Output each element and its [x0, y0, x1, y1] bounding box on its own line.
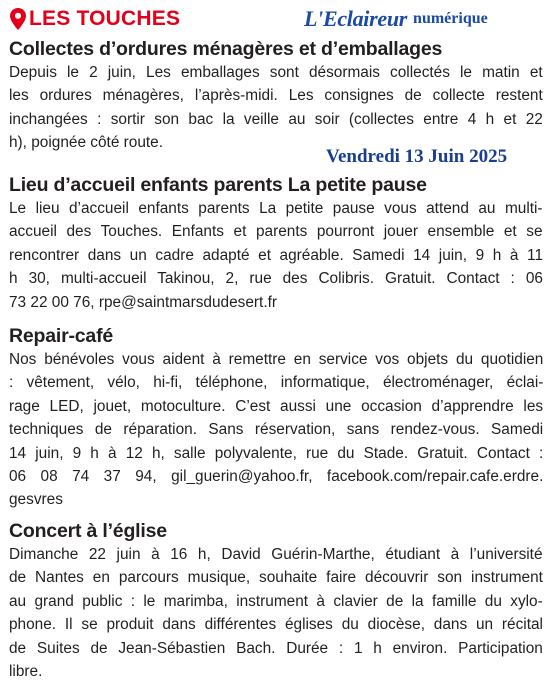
body-line: Nos bénévoles vous aident à remettre en service vos objets du quotidien	[9, 351, 543, 368]
article-repair-cafe	[9, 324, 543, 512]
body-line: Le lieu d’accueil enfants parents La petite pause vous attend au multi-	[9, 200, 543, 217]
article-body	[9, 348, 543, 512]
newspaper-logo	[304, 6, 488, 32]
article-body	[9, 61, 543, 155]
article-title: Concert à l’église	[9, 520, 167, 542]
body-line: Dimanche 22 juin à 16 h, David Guérin-Marthe, étudiant à l’université	[9, 546, 543, 563]
body-line: techniques de réparation. Sans réservation, sans rendez-vous. Samedi	[9, 421, 543, 439]
body-line: les ordures ménagères, l’après-midi. Les consignes de collecte restent	[9, 87, 543, 105]
article-body	[9, 197, 543, 314]
body-line: au grand public : le marimba, instrument à clavier de la famille du xylo-	[9, 592, 543, 610]
article-church-concert	[9, 519, 543, 683]
body-line: : vêtement, vélo, hi-fi, téléphone, informatique, électroménager, éclai-	[9, 374, 543, 392]
body-line: rage LED, jouet, motoculture. C’est aussi une occasion d’apprendre les	[9, 397, 543, 415]
location-pin-icon	[10, 8, 26, 30]
body-line: phone. Il se produit dans différentes églises du diocèse, dans un récital	[9, 616, 543, 634]
logo-name: L'Eclaireur	[304, 6, 408, 31]
article-waste-collection	[9, 37, 543, 155]
article-title: Repair-café	[9, 325, 114, 347]
contact-line: 73 22 00 76, rpe@saintmarsdudesert.fr	[9, 293, 278, 311]
body-line: gesvres	[9, 491, 63, 509]
body-line: Depuis le 2 juin, Les emballages sont désormais collectés le matin et	[9, 64, 543, 81]
body-line: accueil des Touches. Enfants et parents pourront jouer ensemble et se	[9, 223, 543, 241]
article-title: Lieu d’accueil enfants parents La petite pause	[9, 174, 427, 196]
body-line: de Suites de Jean-Sébastien Bach. Durée : 1 h environ. Participation	[9, 639, 543, 657]
publication-date: Vendredi 13 Juin 2025	[326, 146, 508, 167]
body-line: inchangées : sortir son bac la veille au soir (collectes entre 4 h et 22	[9, 110, 543, 128]
body-line: rencontrer dans un cadre adapté et agréable. Samedi 14 juin, 9 h à 11	[9, 246, 543, 264]
body-line: h 30, multi-accueil Takinou, 2, rue des Colibris. Gratuit. Contact : 06	[9, 270, 543, 288]
article-title: Collectes d’ordures ménagères et d’emballages	[9, 38, 443, 60]
body-line: libre.	[9, 663, 43, 681]
section-label: LES TOUCHES	[29, 7, 181, 30]
contact-line: 06 08 74 37 94, gil_guerin@yahoo.fr, facebook.com/repair.cafe.erdre.	[9, 468, 543, 486]
clipping-header	[8, 6, 542, 34]
article-body	[9, 543, 543, 683]
body-line: de Nantes en parcours musique, souhaite faire découvrir son instrument	[9, 569, 543, 587]
body-line: h), poignée côté route.	[9, 134, 164, 152]
article-family-space	[9, 173, 543, 314]
body-line: 14 juin, 9 h à 12 h, salle polyvalente, rue du Stade. Gratuit. Contact :	[9, 444, 543, 462]
logo-tagline: numérique	[413, 10, 488, 27]
